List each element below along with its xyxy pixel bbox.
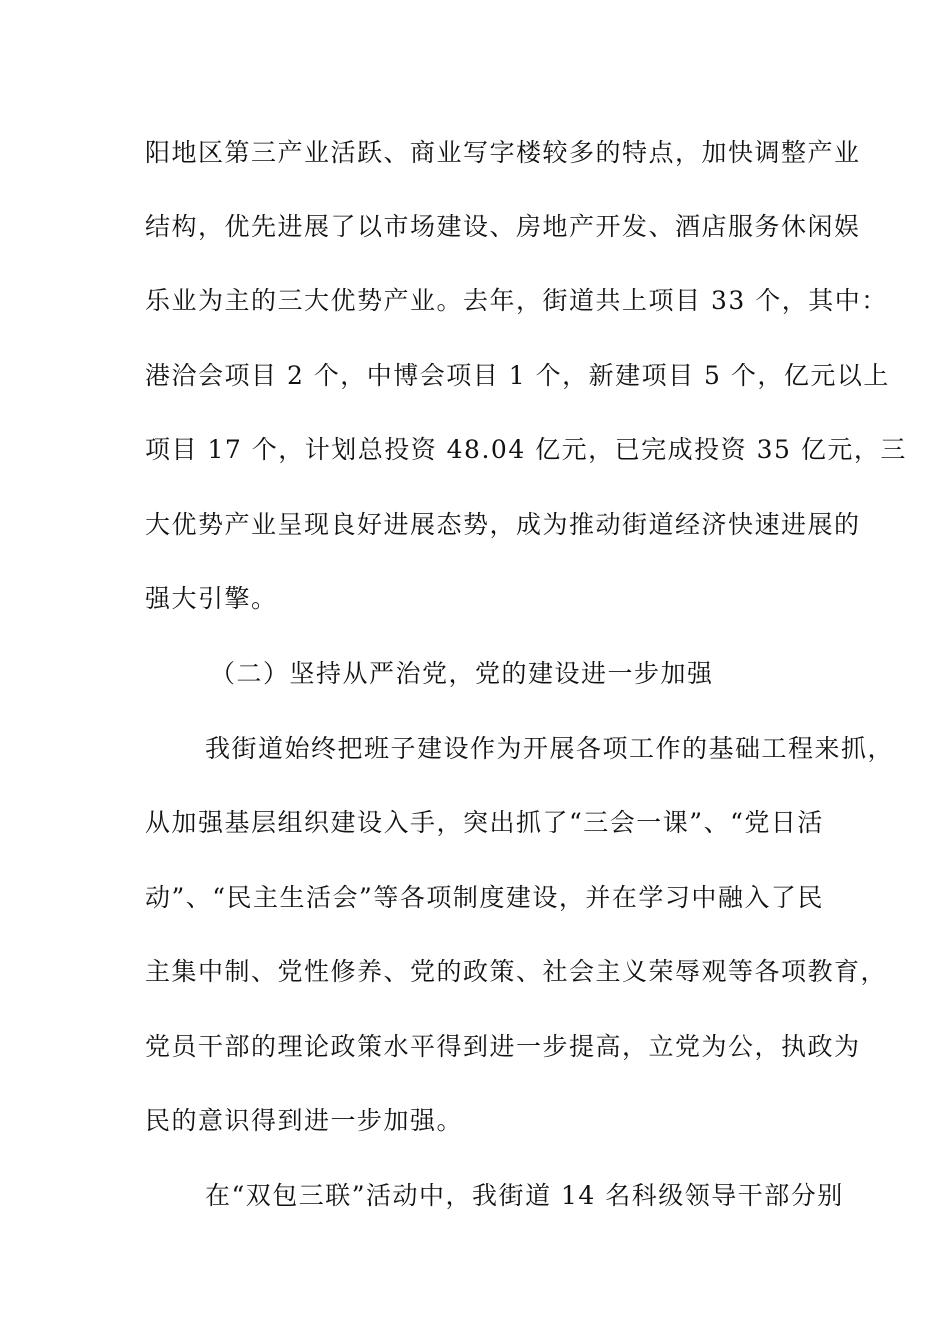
text-line: 结构，优先进展了以市场建设、房地产开发、酒店服务休闲娱 [145, 212, 861, 241]
text-line: 动”、“民主生活会”等各项制度建设，并在学习中融入了民 [145, 883, 824, 912]
text-line: 项目 17 个，计划总投资 48.04 亿元，已完成投资 35 亿元，三 [145, 435, 907, 464]
text-line: 大优势产业呈现良好进展态势，成为推动街道经济快速进展的 [145, 510, 861, 539]
text-line: 乐业为主的三大优势产业。去年，街道共上项目 33 个，其中： [145, 286, 888, 315]
text-line: 阳地区第三产业活跃、商业写字楼较多的特点，加快调整产业 [145, 138, 861, 167]
text-line: 在“双包三联”活动中，我街道 14 名科级领导干部分别 [205, 1181, 844, 1210]
text-line: 我街道始终把班子建设作为开展各项工作的基础工程来抓， [205, 734, 895, 763]
text-line: 民的意识得到进一步加强。 [145, 1106, 464, 1135]
text-line: 党员干部的理论政策水平得到进一步提高，立党为公，执政为 [145, 1032, 861, 1061]
text-line: 港洽会项目 2 个，中博会项目 1 个，新建项目 5 个，亿元以上 [145, 361, 890, 390]
section-heading: （二）坚持从严治党，党的建设进一步加强 [210, 659, 714, 688]
text-line: 主集中制、党性修养、党的政策、社会主义荣辱观等各项教育， [145, 957, 888, 986]
text-line: 从加强基层组织建设入手，突出抓了“三会一课”、“党日活 [145, 808, 824, 837]
text-line: 强大引擎。 [145, 584, 278, 613]
